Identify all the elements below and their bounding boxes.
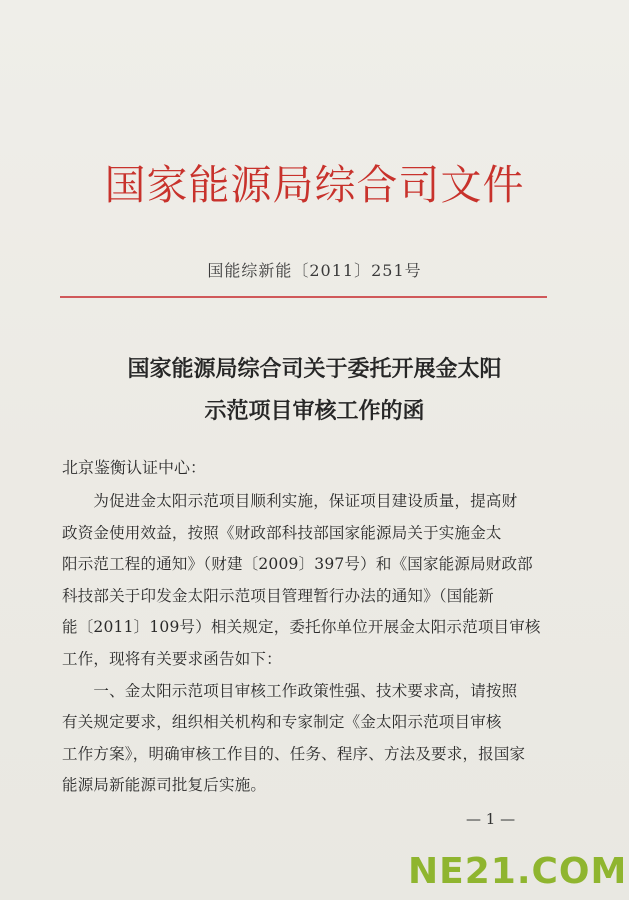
addressee: 北京鉴衡认证中心： bbox=[62, 458, 207, 477]
subject-line-2: 示范项目审核工作的函 bbox=[204, 398, 425, 424]
red-divider-line bbox=[60, 296, 547, 298]
body-line: 能〔2011〕109号）相关规定，委托你单位开展金太阳示范项目审核 bbox=[62, 618, 541, 637]
body-line: 能源局新能源司批复后实施。 bbox=[62, 776, 267, 795]
body-line: 工作方案》，明确审核工作目的、任务、程序、方法及要求，报国家 bbox=[62, 744, 526, 763]
body-line: 一、金太阳示范项目审核工作政策性强、技术要求高，请按照 bbox=[62, 681, 518, 700]
body-line: 阳示范工程的通知》（财建〔2009〕397号）和《国家能源局财政部 bbox=[62, 555, 533, 574]
document-number: 国能综新能〔2011〕251号 bbox=[207, 261, 422, 280]
page-number: — 1 — bbox=[466, 810, 516, 828]
site-watermark-logo: NE21.COM bbox=[408, 851, 628, 892]
body-line: 工作，现将有关要求函告如下： bbox=[62, 649, 282, 668]
document-header-title: 国家能源局综合司文件 bbox=[104, 161, 525, 209]
body-line: 政资金使用效益，按照《财政部科技部国家能源局关于实施金太 bbox=[62, 523, 502, 542]
subject-line-1: 国家能源局综合司关于委托开展金太阳 bbox=[127, 356, 502, 382]
body-line: 科技部关于印发金太阳示范项目管理暂行办法的通知》（国能新 bbox=[62, 586, 494, 605]
document-subject bbox=[0, 348, 629, 432]
body-line: 为促进金太阳示范项目顺利实施，保证项目建设质量，提高财 bbox=[62, 492, 518, 510]
document-body bbox=[62, 486, 562, 802]
body-line: 有关规定要求，组织相关机构和专家制定《金太阳示范项目审核 bbox=[62, 713, 502, 732]
